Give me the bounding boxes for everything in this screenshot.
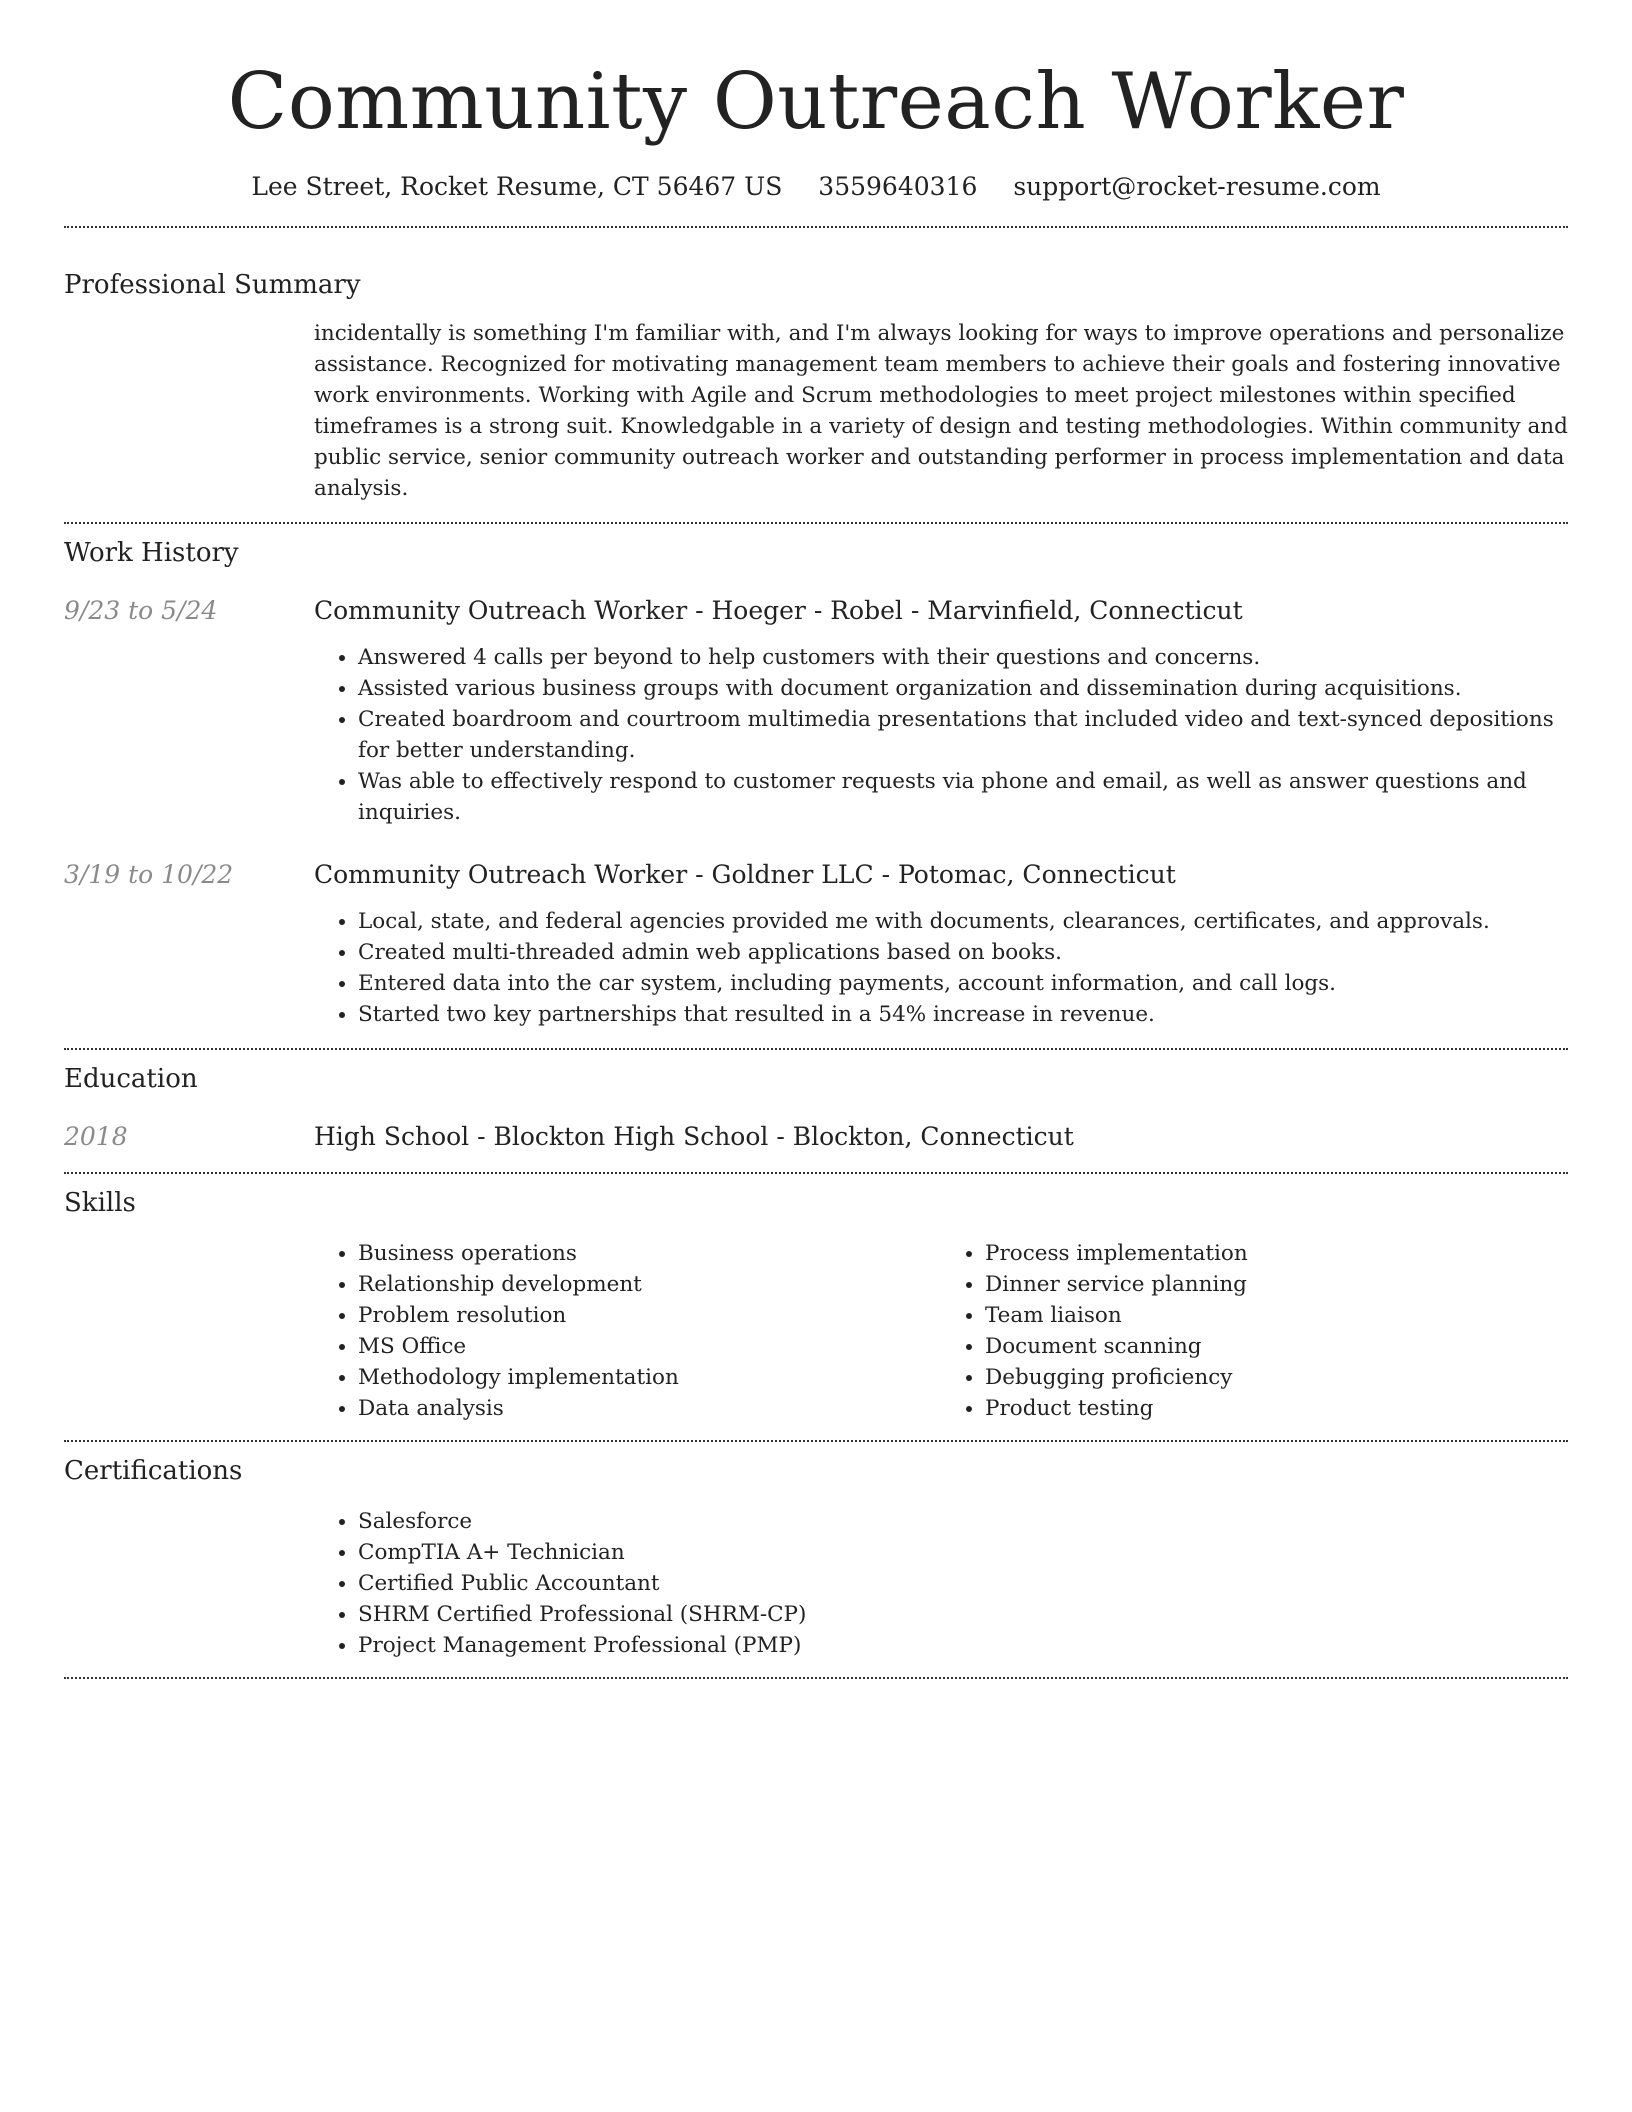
skills-list-right — [941, 1238, 1568, 1424]
contact-line — [64, 170, 1568, 204]
list-item: • Created multi-threaded admin web applications based on books. — [358, 937, 1568, 968]
section-title: Certifications — [64, 1456, 243, 1486]
resume-page — [64, 0, 1568, 1679]
job-entry — [64, 858, 1568, 1030]
section-title: Work History — [64, 538, 239, 568]
job-title: Community Outreach Worker - Hoeger - Robel - Marvinfield, Connecticut — [314, 596, 1243, 625]
education-year: 2018 — [64, 1122, 128, 1151]
section-title: Education — [64, 1064, 198, 1094]
job-title: Community Outreach Worker - Goldner LLC - Potomac, Connecticut — [314, 860, 1176, 889]
list-item: • Entered data into the car system, including payments, account information, and call logs. — [358, 968, 1568, 999]
skills-list-left — [314, 1238, 941, 1424]
list-item: • Dinner service planning — [985, 1269, 1568, 1300]
job-dates: 9/23 to 5/24 — [64, 596, 218, 625]
education-entry — [64, 1120, 1568, 1154]
contact-address: Lee Street, Rocket Resume, CT 56467 US — [251, 172, 783, 201]
list-item: • Project Management Professional (PMP) — [358, 1630, 1568, 1661]
list-item: • Problem resolution — [358, 1300, 941, 1331]
summary-text: incidentally is something I'm familiar with, and I'm always looking for ways to improve operations and personalize assistance. Recognized for motivating management team members to achieve their goals and fostering innovative work environments. Working with Agile and Scrum methodologies to meet project milestones within specified timeframes is a strong suit. Knowledgable in a variety of design and testing methodologies. Within community and public service, senior community outreach worker and outstanding performer in process implementation and data analysis. — [314, 321, 1568, 501]
job-dates: 3/19 to 10/22 — [64, 860, 234, 889]
list-item: • Debugging proficiency — [985, 1362, 1568, 1393]
candidate-name: Community Outreach Worker — [227, 57, 1405, 147]
summary-section — [64, 228, 1568, 504]
list-item: • Team liaison — [985, 1300, 1568, 1331]
list-item: • Process implementation — [985, 1238, 1568, 1269]
list-item: • MS Office — [358, 1331, 941, 1362]
section-title: Professional Summary — [64, 270, 361, 300]
list-item: • Started two key partnerships that resulted in a 54% increase in revenue. — [358, 999, 1568, 1030]
work-history-section — [64, 524, 1568, 1030]
list-item: • Methodology implementation — [358, 1362, 941, 1393]
list-item: • Local, state, and federal agencies provided me with documents, clearances, certificates, and approvals. — [358, 906, 1568, 937]
list-item: • Was able to effectively respond to customer requests via phone and email, as well as answer questions and inquiries. — [358, 766, 1568, 828]
education-section — [64, 1050, 1568, 1154]
list-item: • SHRM Certified Professional (SHRM-CP) — [358, 1599, 1568, 1630]
list-item: • Data analysis — [358, 1393, 941, 1424]
certifications-list — [314, 1506, 1568, 1661]
list-item: • CompTIA A+ Technician — [358, 1537, 1568, 1568]
list-item: • Product testing — [985, 1393, 1568, 1424]
list-item: • Answered 4 calls per beyond to help customers with their questions and concerns. — [358, 642, 1568, 673]
contact-phone: 3559640316 — [818, 172, 978, 201]
certifications-section — [64, 1442, 1568, 1661]
list-item: • Business operations — [358, 1238, 941, 1269]
section-title: Skills — [64, 1188, 136, 1218]
list-item: • Assisted various business groups with document organization and dissemination during acquisitions. — [358, 673, 1568, 704]
list-item: • Salesforce — [358, 1506, 1568, 1537]
list-item: • Created boardroom and courtroom multimedia presentations that included video and text-synced depositions for better understanding. — [358, 704, 1568, 766]
job-bullets — [314, 906, 1568, 1030]
education-title: High School - Blockton High School - Blockton, Connecticut — [314, 1122, 1074, 1151]
list-item: • Certified Public Accountant — [358, 1568, 1568, 1599]
list-item: • Document scanning — [985, 1331, 1568, 1362]
divider — [64, 1677, 1568, 1679]
contact-email: support@rocket-resume.com — [1013, 172, 1381, 201]
job-entry — [64, 594, 1568, 828]
job-bullets — [314, 642, 1568, 828]
list-item: • Relationship development — [358, 1269, 941, 1300]
skills-section — [64, 1174, 1568, 1424]
